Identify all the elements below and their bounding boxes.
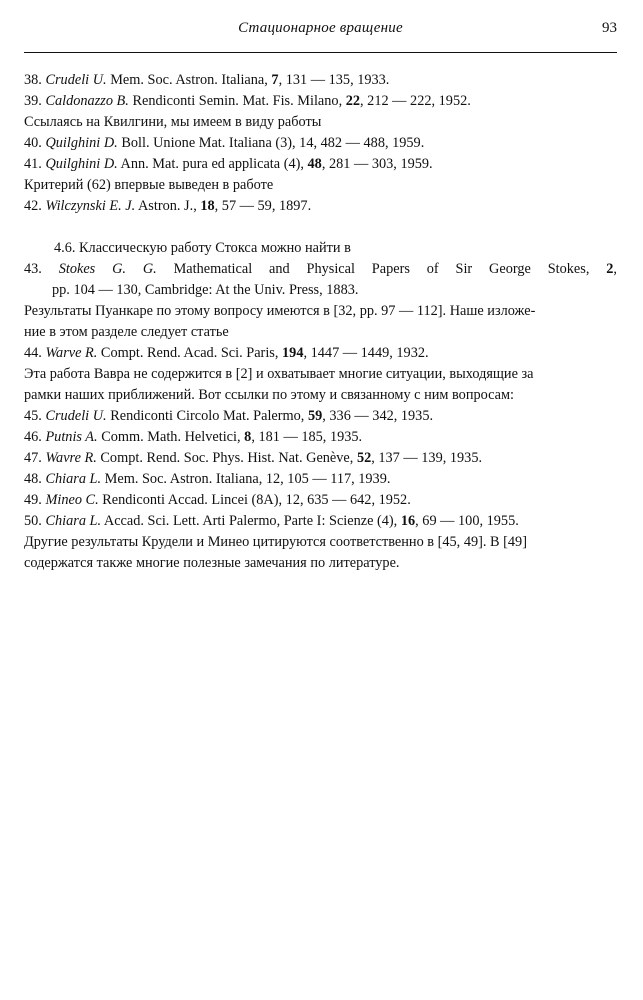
note-quilghini: Ссылаясь на Квилгини, мы имеем в виду работы: [24, 114, 322, 130]
reference-source: Ann. Mat. pura ed applicata (4),: [120, 156, 308, 172]
reference-pages: , 137 — 139, 1935.: [371, 450, 483, 466]
reference-40: [24, 133, 617, 154]
reference-pages: , 212 — 222, 1952.: [360, 93, 471, 109]
section-heading: 4.6. Классическую работу Стокса можно найти в: [54, 240, 351, 256]
reference-volume: 18: [200, 198, 215, 214]
reference-source: Mem. Soc. Astron. Italiana,: [110, 72, 272, 88]
reference-author: Chiara L.: [45, 513, 102, 529]
reference-number: 42.: [24, 198, 42, 214]
reference-list: [24, 70, 617, 574]
reference-number: 40.: [24, 135, 42, 151]
reference-volume: 2: [606, 261, 614, 277]
reference-volume: 194: [282, 345, 304, 361]
reference-source: Boll. Unione Mat. Italiana (3), 14, 482 — 488, 1959.: [121, 135, 425, 151]
reference-author: Quilghini D.: [45, 135, 118, 151]
reference-47: [24, 448, 617, 469]
reference-author: Crudeli U.: [45, 408, 107, 424]
reference-source: Accad. Sci. Lett. Arti Palermo, Parte I: Scienze (4),: [103, 513, 401, 529]
note-further-line-2: содержатся также многие полезные замечания по литературе.: [24, 555, 400, 571]
reference-48: [24, 469, 617, 490]
reference-41: [24, 154, 617, 175]
page-header: [24, 14, 617, 44]
reference-45: [24, 406, 617, 427]
reference-author: Mineo C.: [45, 492, 99, 508]
reference-number: 43.: [24, 261, 42, 277]
reference-number: 44.: [24, 345, 42, 361]
reference-volume: 52: [356, 450, 372, 466]
reference-volume: 22: [345, 93, 361, 109]
reference-39: [24, 91, 617, 112]
reference-author: Wilczynski E. J.: [45, 198, 136, 214]
reference-pages: , 57 — 59, 1897.: [214, 198, 312, 214]
reference-source: Compt. Rend. Soc. Phys. Hist. Nat. Genève,: [100, 450, 357, 466]
reference-38: [24, 70, 617, 91]
note-wavre-line-1: Эта работа Вавра не содержится в [2] и охватывает многие ситуации, выходящие за: [24, 366, 534, 382]
reference-volume: 8: [244, 429, 252, 445]
reference-number: 48.: [24, 471, 42, 487]
reference-pages: , 1447 — 1449, 1932.: [303, 345, 429, 361]
reference-number: 45.: [24, 408, 42, 424]
reference-number: 50.: [24, 513, 42, 529]
reference-42: [24, 196, 617, 217]
header-rule: [24, 52, 617, 53]
reference-pages: , 336 — 342, 1935.: [322, 408, 434, 424]
reference-volume: 16: [400, 513, 416, 529]
reference-author: Warve R.: [45, 345, 98, 361]
reference-source: Rendiconti Semin. Mat. Fis. Milano,: [132, 93, 346, 109]
reference-49: [24, 490, 617, 511]
reference-source: Mem. Soc. Astron. Italiana, 12, 105 — 117, 1939.: [104, 471, 391, 487]
note-wavre-line-2: рамки наших приближений. Вот ссылки по этому и связанному с ним вопросам:: [24, 387, 515, 403]
reference-43: [24, 259, 617, 280]
reference-number: 46.: [24, 429, 42, 445]
reference-number: 41.: [24, 156, 42, 172]
reference-author: Caldonazzo B.: [45, 93, 129, 109]
reference-44: [24, 343, 617, 364]
reference-pages: , 181 — 185, 1935.: [251, 429, 363, 445]
reference-pages: ,: [613, 261, 617, 277]
reference-number: 49.: [24, 492, 42, 508]
reference-author: Putnis A.: [45, 429, 98, 445]
note-criterion: Критерий (62) впервые выведен в работе: [24, 177, 274, 193]
reference-volume: 48: [307, 156, 322, 172]
reference-number: 39.: [24, 93, 42, 109]
reference-43-continuation: pp. 104 — 130, Cambridge: At the Univ. Press, 1883.: [52, 282, 359, 298]
reference-author: Crudeli U.: [45, 72, 107, 88]
spacer: [24, 217, 617, 238]
reference-author: Quilghini D.: [45, 156, 118, 172]
reference-pages: , 281 — 303, 1959.: [321, 156, 433, 172]
reference-author: Stokes G. G.: [58, 261, 157, 277]
reference-volume: 7: [271, 72, 279, 88]
reference-source: Rendiconti Accad. Lincei (8A), 12, 635 — 642, 1952.: [102, 492, 411, 508]
note-poincare-line-1: Результаты Пуанкаре по этому вопросу имеются в [32, pp. 97 — 112]. Наше изложе-: [24, 303, 536, 319]
reference-number: 47.: [24, 450, 42, 466]
page-number: 93: [602, 20, 617, 36]
note-poincare-line-2: ние в этом разделе следует статье: [24, 324, 229, 340]
reference-pages: , 131 — 135, 1933.: [278, 72, 390, 88]
reference-source: Rendiconti Circolo Mat. Palermo,: [110, 408, 308, 424]
reference-number: 38.: [24, 72, 42, 88]
reference-46: [24, 427, 617, 448]
reference-source: Compt. Rend. Acad. Sci. Paris,: [100, 345, 283, 361]
reference-source: Astron. J.,: [137, 198, 201, 214]
note-further-line-1: Другие результаты Крудели и Минео цитируются соответственно в [45, 49]. В [49]: [24, 534, 527, 550]
running-title: Стационарное вращение: [238, 20, 403, 36]
reference-author: Chiara L.: [45, 471, 102, 487]
reference-source: Comm. Math. Helvetici,: [101, 429, 245, 445]
reference-50: [24, 511, 617, 532]
reference-pages: , 69 — 100, 1955.: [415, 513, 519, 529]
reference-author: Wavre R.: [45, 450, 97, 466]
reference-volume: 59: [307, 408, 323, 424]
reference-source: Mathematical and Physical Papers of Sir George Stokes,: [173, 261, 607, 277]
